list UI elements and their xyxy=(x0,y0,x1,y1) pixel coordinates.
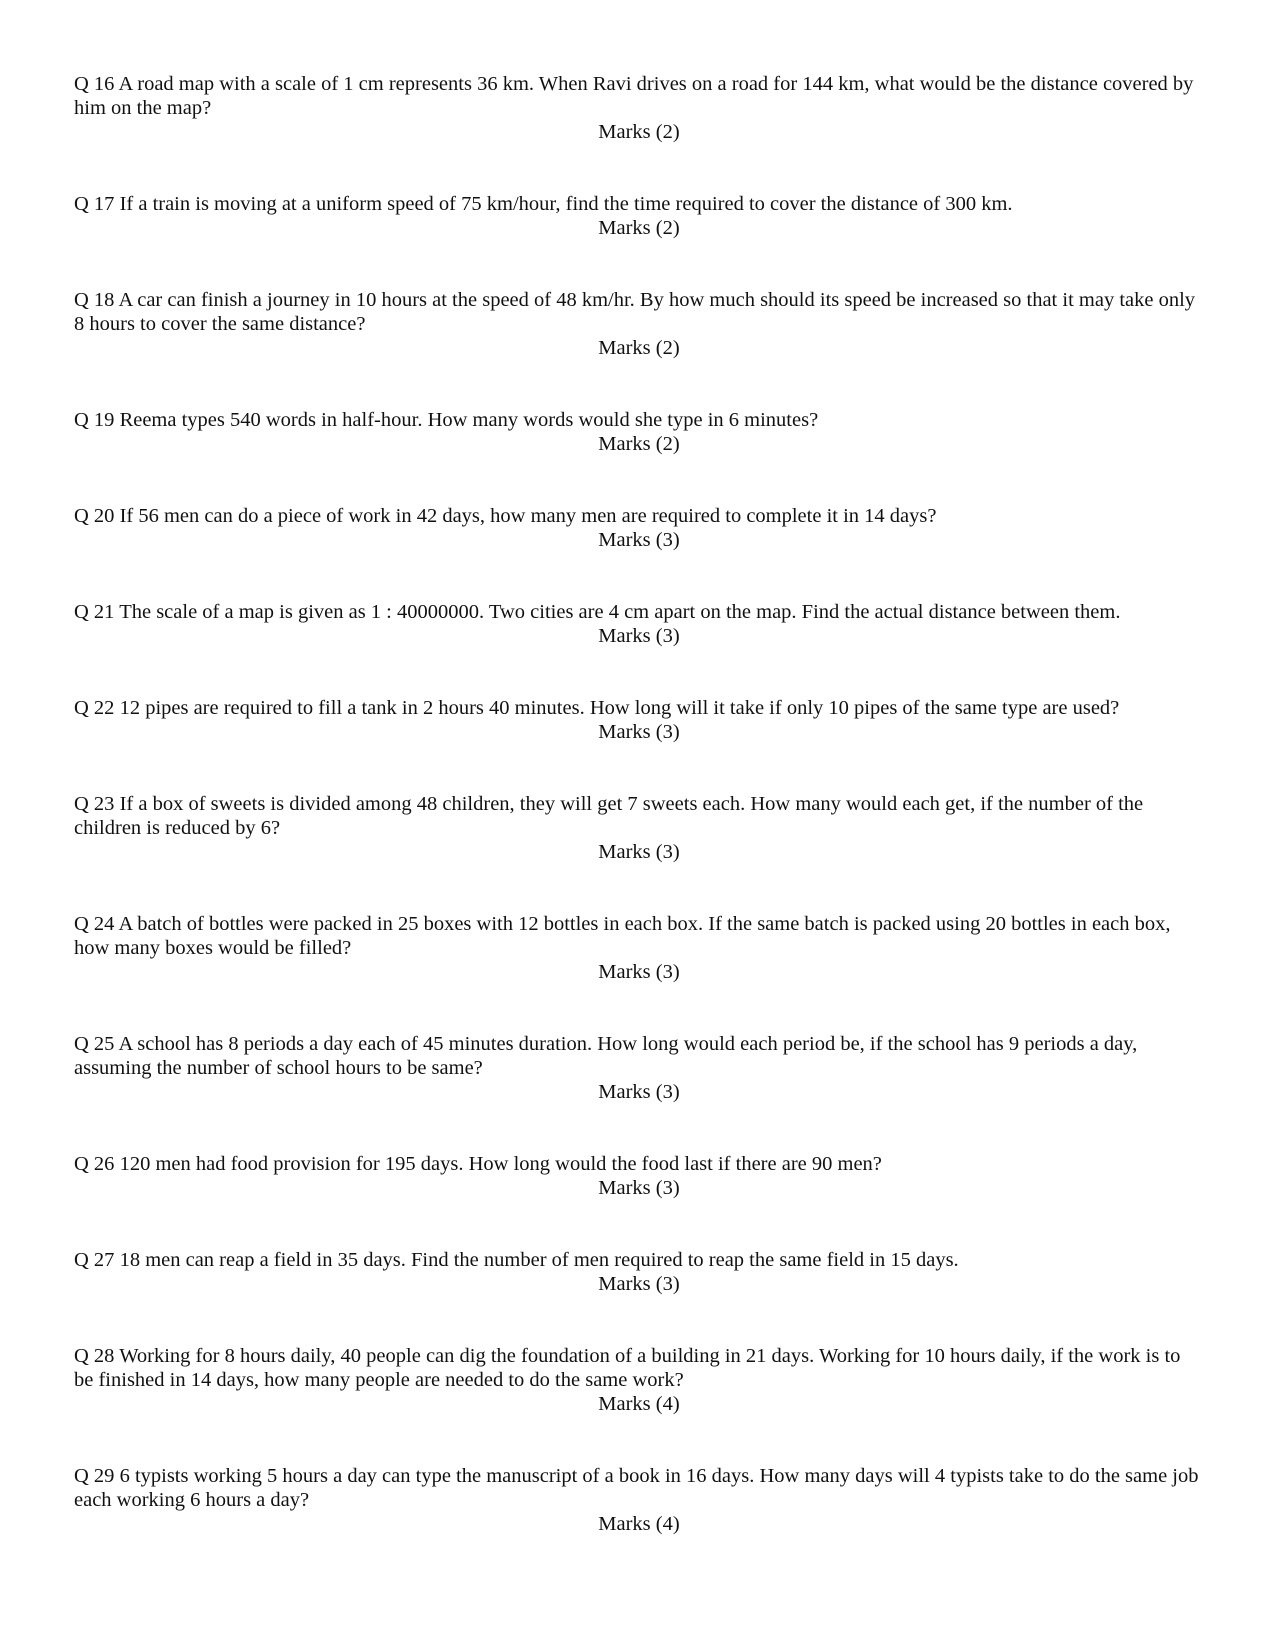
question-marks: Marks (3) xyxy=(598,961,680,983)
question-number: Q 24 xyxy=(74,913,115,935)
question-number: Q 27 xyxy=(74,1249,115,1271)
question-text xyxy=(74,1344,1204,1392)
question-marks: Marks (3) xyxy=(598,625,680,647)
question-16 xyxy=(74,72,1204,144)
question-27 xyxy=(74,1248,1204,1296)
question-body: A batch of bottles were packed in 25 boxes with 12 bottles in each box. If the same batch is packed using 20 bottles in each box, how many boxes would be filled? xyxy=(74,913,1171,959)
question-marks: Marks (2) xyxy=(598,433,680,455)
question-body: A road map with a scale of 1 cm represents 36 km. When Ravi drives on a road for 144 km, what would be the distance covered by him on the map? xyxy=(74,73,1194,119)
question-17 xyxy=(74,192,1204,240)
question-29 xyxy=(74,1464,1204,1536)
question-number: Q 26 xyxy=(74,1153,115,1175)
question-number: Q 21 xyxy=(74,601,115,623)
question-24 xyxy=(74,912,1204,984)
question-body: A school has 8 periods a day each of 45 minutes duration. How long would each period be, if the school has 9 periods a day, assuming the number of school hours to be same? xyxy=(74,1033,1138,1079)
question-body: 120 men had food provision for 195 days. How long would the food last if there are 90 men? xyxy=(119,1153,882,1175)
question-25 xyxy=(74,1032,1204,1104)
question-marks: Marks (3) xyxy=(598,1081,680,1103)
question-body: The scale of a map is given as 1 : 40000000. Two cities are 4 cm apart on the map. Find the actual distance between them. xyxy=(119,601,1121,623)
question-number: Q 29 xyxy=(74,1465,115,1487)
question-number: Q 28 xyxy=(74,1345,115,1367)
question-text xyxy=(74,1152,1204,1176)
question-body: If a train is moving at a uniform speed of 75 km/hour, find the time required to cover the distance of 300 km. xyxy=(119,193,1013,215)
question-number: Q 25 xyxy=(74,1033,115,1055)
question-22 xyxy=(74,696,1204,744)
question-19 xyxy=(74,408,1204,456)
question-marks: Marks (3) xyxy=(598,721,680,743)
question-body: 12 pipes are required to fill a tank in 2 hours 40 minutes. How long will it take if only 10 pipes of the same type are used? xyxy=(119,697,1120,719)
question-text xyxy=(74,504,1204,528)
question-body: 6 typists working 5 hours a day can type the manuscript of a book in 16 days. How many days will 4 typists take to do the same job each working 6 hours a day? xyxy=(74,1465,1199,1511)
question-number: Q 18 xyxy=(74,289,115,311)
question-number: Q 20 xyxy=(74,505,115,527)
question-body: If a box of sweets is divided among 48 children, they will get 7 sweets each. How many would each get, if the number of the children is reduced by 6? xyxy=(74,793,1144,839)
question-20 xyxy=(74,504,1204,552)
question-marks: Marks (4) xyxy=(598,1393,680,1415)
question-text xyxy=(74,1248,1204,1272)
question-marks: Marks (3) xyxy=(598,841,680,863)
question-text xyxy=(74,600,1204,624)
question-body: 18 men can reap a field in 35 days. Find the number of men required to reap the same field in 15 days. xyxy=(119,1249,959,1271)
question-text xyxy=(74,288,1204,336)
question-26 xyxy=(74,1152,1204,1200)
question-marks: Marks (3) xyxy=(598,1273,680,1295)
question-number: Q 22 xyxy=(74,697,115,719)
question-21 xyxy=(74,600,1204,648)
question-text xyxy=(74,696,1204,720)
question-number: Q 23 xyxy=(74,793,115,815)
question-text xyxy=(74,912,1204,960)
question-number: Q 16 xyxy=(74,73,115,95)
question-text xyxy=(74,408,1204,432)
question-marks: Marks (3) xyxy=(598,529,680,551)
question-28 xyxy=(74,1344,1204,1416)
question-23 xyxy=(74,792,1204,864)
question-marks: Marks (4) xyxy=(598,1513,680,1535)
question-marks: Marks (2) xyxy=(598,337,680,359)
question-marks: Marks (2) xyxy=(598,121,680,143)
question-text xyxy=(74,192,1204,216)
question-text xyxy=(74,1032,1204,1080)
question-body: Reema types 540 words in half-hour. How many words would she type in 6 minutes? xyxy=(119,409,819,431)
question-text xyxy=(74,1464,1204,1512)
question-marks: Marks (2) xyxy=(598,217,680,239)
question-marks: Marks (3) xyxy=(598,1177,680,1199)
question-number: Q 17 xyxy=(74,193,115,215)
question-body: A car can finish a journey in 10 hours at the speed of 48 km/hr. By how much should its speed be increased so that it may take only 8 hours to cover the same distance? xyxy=(74,289,1196,335)
question-text xyxy=(74,72,1204,120)
question-text xyxy=(74,792,1204,840)
question-body: If 56 men can do a piece of work in 42 days, how many men are required to complete it in 14 days? xyxy=(119,505,937,527)
question-body: Working for 8 hours daily, 40 people can dig the foundation of a building in 21 days. Working for 10 hours daily, if the work is to be finished in 14 days, how many people are needed to do the same work? xyxy=(74,1345,1181,1391)
question-number: Q 19 xyxy=(74,409,115,431)
question-18 xyxy=(74,288,1204,360)
